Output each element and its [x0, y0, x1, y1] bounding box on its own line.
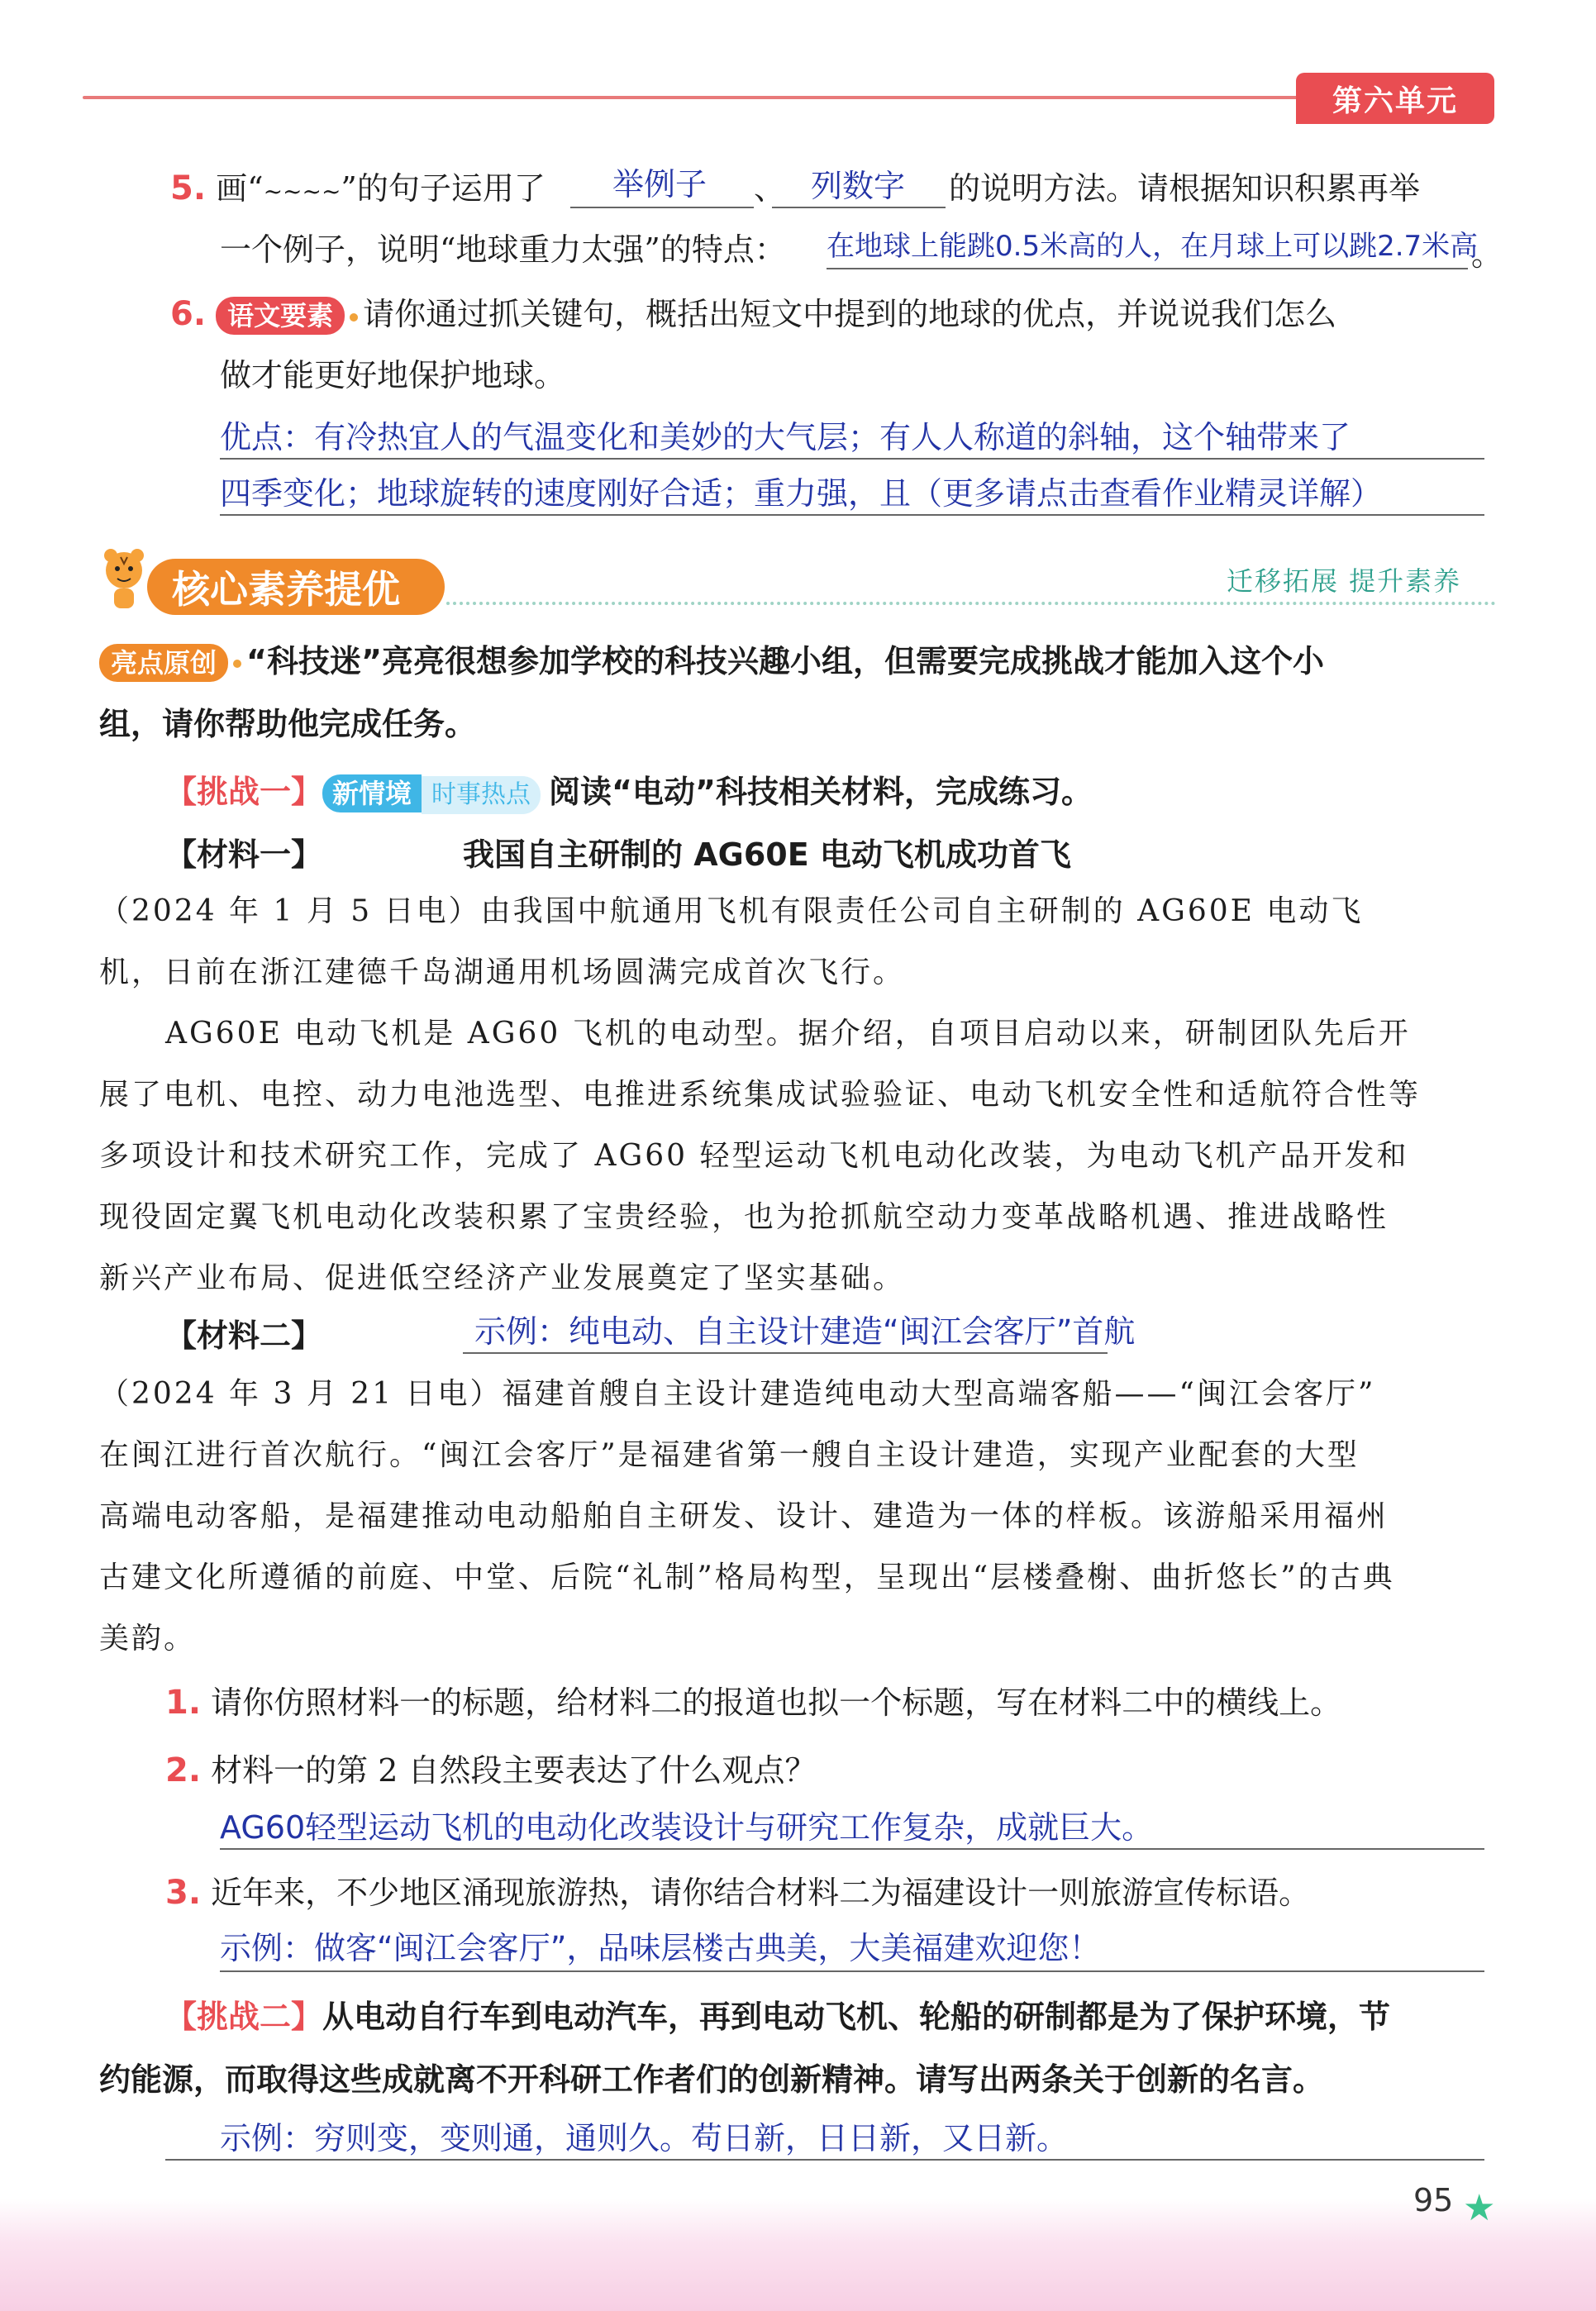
material2-line3: 高端电动客船，是福建推动电动船舶自主研发、设计、建造为一体的样板。该游船采用福州: [99, 1499, 1389, 1533]
material1-p2-line1: AG60E 电动飞机是 AG60 飞机的电动型。据介绍，自项目启动以来，研制团队先后开: [165, 1017, 1411, 1051]
material1-p2-line4: 现役固定翼飞机电动化改装积累了宝贵经验，也为抢抓航空动力变革战略机遇、推进战略性: [99, 1200, 1389, 1234]
q6-line2: 做才能更好地保护地球。: [220, 357, 566, 393]
material1-p2-line5: 新兴产业布局、促进低空经济产业发展奠定了坚实基础。: [99, 1261, 906, 1295]
unit-tab: 第六单元: [1296, 73, 1494, 124]
challenge1-label: 【挑战一】: [165, 774, 323, 810]
q6-tag: 语文要素: [216, 297, 345, 335]
q5-text-a: 画“: [216, 170, 264, 207]
q6-line1: [170, 294, 1336, 335]
challenge2-line1: [165, 1997, 1390, 2037]
material2-label: 【材料二】: [165, 1318, 323, 1354]
challenge1-tag1: 新情境: [322, 774, 422, 812]
material2-line1: （2024 年 3 月 21 日电）福建首艘自主设计建造纯电动大型高端客船——“闽江会客厅”: [99, 1377, 1376, 1411]
subq2-blank: [220, 1848, 1484, 1850]
page-number: 95: [1413, 2182, 1454, 2218]
q6-number: 6.: [170, 295, 207, 333]
challenge1-heading: [165, 772, 1093, 814]
q6-blank-1: [220, 458, 1484, 460]
intro-text1: “科技迷”亮亮很想参加学校的科技兴趣小组，但需要完成挑战才能加入这个小: [246, 643, 1324, 679]
q5-blank-2: [772, 207, 946, 208]
header-rule: [83, 96, 1298, 99]
intro-tag-dot: [233, 660, 241, 668]
q5-wavy: ~~~~: [263, 178, 341, 205]
material1-label: 【材料一】: [165, 836, 323, 873]
q5-answer-2: 列数字: [810, 168, 905, 204]
q6-blank-2: [220, 514, 1484, 516]
challenge2-blank: [165, 2159, 1484, 2161]
subq1: [165, 1683, 1341, 1723]
challenge2-line2: 约能源，而取得这些成就离不开科研工作者们的创新精神。请写出两条关于创新的名言。: [99, 2061, 1325, 2098]
q5-line1: [170, 169, 545, 212]
subq2-number: 2.: [165, 1751, 202, 1789]
q6-text1: 请你通过抓关键句，概括出短文中提到的地球的优点，并说说我们怎么: [363, 296, 1337, 332]
q5-line2: 一个例子，说明“地球重力太强”的特点：: [220, 231, 786, 268]
star-icon: ★: [1463, 2187, 1496, 2229]
q6-tag-dot: [350, 313, 358, 322]
material1-title: 我国自主研制的 AG60E 电动飞机成功首飞: [463, 836, 1071, 873]
q5-answer-3: 在地球上能跳0.5米高的人，在月球上可以跳2.7米高: [827, 230, 1479, 263]
challenge1-text: 阅读“电动”科技相关材料，完成练习。: [549, 774, 1093, 810]
challenge2-answer: 示例：穷则变，变则通，通则久。苟日新，日日新，又日新。: [220, 2120, 1069, 2156]
q5-text-c: 的说明方法。请根据知识积累再举: [949, 170, 1421, 207]
subq3-text: 近年来，不少地区涌现旅游热，请你结合材料二为福建设计一则旅游宣传标语。: [211, 1875, 1311, 1911]
challenge2-label: 【挑战二】: [165, 1999, 323, 2035]
q5-end: 。: [1471, 236, 1503, 273]
challenge1-tag2: 时事热点: [422, 776, 541, 814]
q6-answer-line2: 四季变化；地球旋转的速度刚好合适；重力强，且（更多请点击查看作业精灵详解）: [220, 475, 1383, 512]
material1-p1-line2: 机，日前在浙江建德千岛湖通用机场圆满完成首次飞行。: [99, 955, 906, 989]
q5-blank-3: [827, 268, 1468, 269]
subq3-blank: [220, 1970, 1484, 1972]
material2-line4: 古建文化所遵循的前庭、中堂、后院“礼制”格局构型，呈现出“层楼叠榭、曲折悠长”的古典: [99, 1561, 1395, 1594]
subq2: [165, 1751, 816, 1790]
challenge2-text1: 从电动自行车到电动汽车，再到电动飞机、轮船的研制都是为了保护环境，节: [322, 1999, 1391, 2035]
tiger-mascot-icon: [98, 546, 150, 612]
subq1-text: 请你仿照材料一的标题，给材料二的报道也拟一个标题，写在材料二中的横线上。: [211, 1684, 1342, 1721]
material2-line5: 美韵。: [99, 1622, 197, 1656]
intro-line2: 组，请你帮助他完成任务。: [99, 706, 477, 742]
material2-line2: 在闽江进行首次航行。“闽江会客厅”是福建省第一艘自主设计建造，实现产业配套的大型: [99, 1438, 1360, 1472]
subq3-number: 3.: [165, 1874, 202, 1912]
material1-p1-line1: （2024 年 1 月 5 日电）由我国中航通用飞机有限责任公司自主研制的 AG60E 电动飞: [99, 894, 1364, 928]
subq1-number: 1.: [165, 1684, 202, 1722]
subq3-answer: 示例：做客“闽江会客厅”，品味层楼古典美，大美福建欢迎您！: [220, 1930, 1101, 1966]
subq3: [165, 1873, 1310, 1913]
subq2-answer: AG60轻型运动飞机的电动化改装设计与研究工作复杂，成就巨大。: [220, 1809, 1154, 1846]
section-banner: 核心素养提优: [147, 559, 445, 615]
q5-text-b: ”的句子运用了: [341, 170, 545, 207]
q5-blank-1: [570, 207, 754, 208]
q5-number: 5.: [170, 169, 207, 207]
footer-band: [0, 2199, 1596, 2311]
material2-title-blank: [463, 1352, 1108, 1354]
intro-tag: 亮点原创: [99, 644, 228, 682]
material1-p2-line2: 展了电机、电控、动力电池选型、电推进系统集成试验验证、电动飞机安全性和适航符合性等: [99, 1078, 1422, 1112]
material2-title-answer: 示例：纯电动、自主设计建造“闽江会客厅”首航: [474, 1313, 1136, 1350]
section-subtitle: 迁移拓展 提升素养: [1227, 565, 1462, 597]
q6-answer-line1: 优点：有冷热宜人的气温变化和美妙的大气层；有人人称道的斜轴，这个轴带来了: [220, 419, 1351, 455]
section-dotted-rule: [446, 602, 1496, 605]
q5-answer-1: 举例子: [612, 166, 707, 203]
material1-p2-line3: 多项设计和技术研究工作，完成了 AG60 轻型运动飞机电动化改装，为电动飞机产品开发和: [99, 1139, 1409, 1173]
intro-line1: [99, 641, 1324, 682]
q5-sep: 、: [754, 170, 786, 207]
subq2-text: 材料一的第 2 自然段主要表达了什么观点？: [211, 1752, 817, 1789]
